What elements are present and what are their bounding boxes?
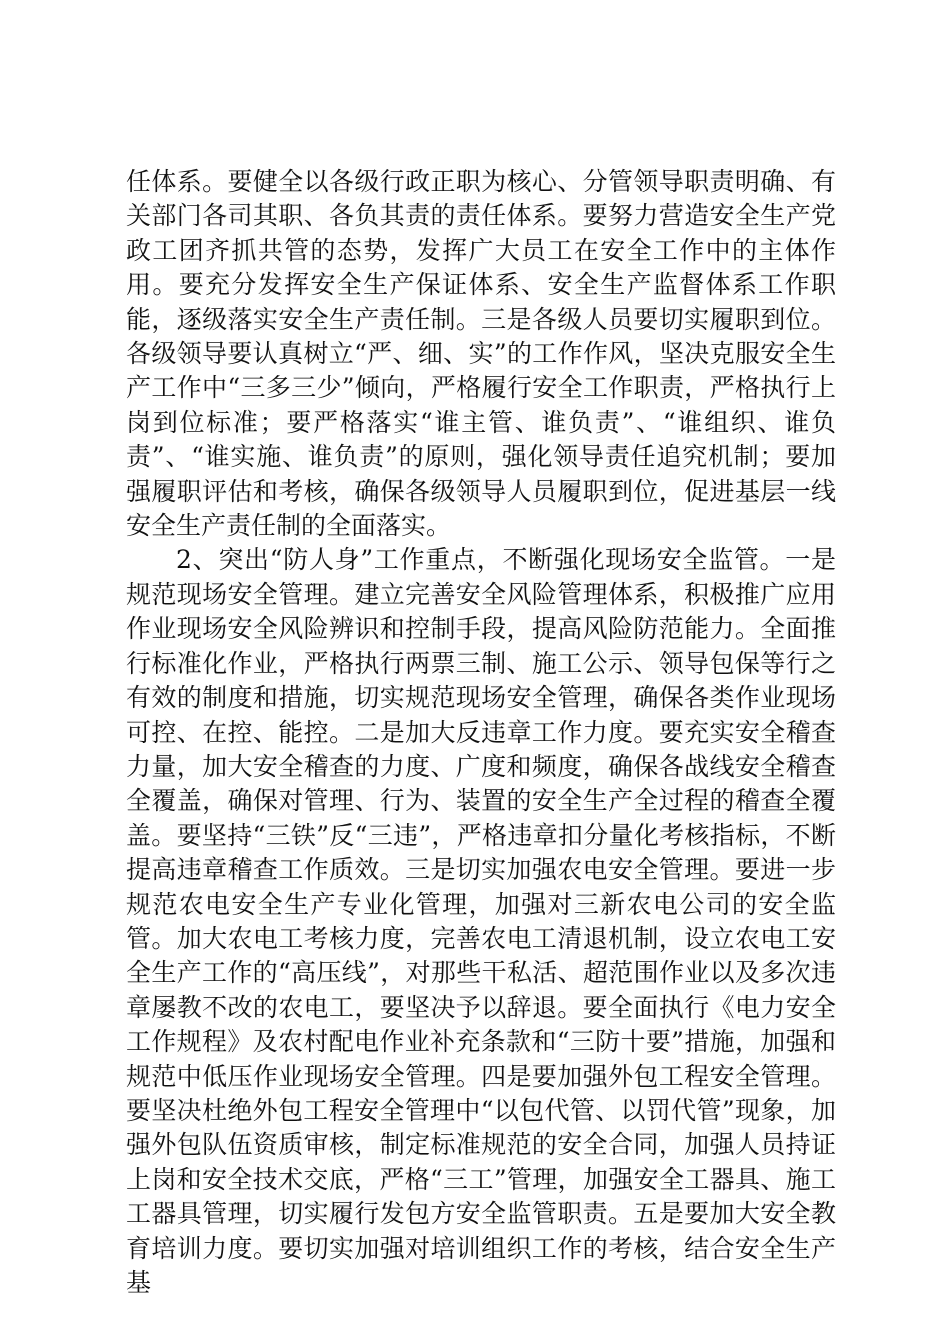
document-body: [126, 165, 836, 1300]
paragraph-section-2: 2、突出“防人身”工作重点，不断强化现场安全监管。一是规范现场安全管理。建立完善安全风险管理体系，积极推广应用作业现场安全风险辨识和控制手段，提高风险防范能力。全面推行标准化作业，严格执行两票三制、施工公示、领导包保等行之有效的制度和措施，切实规范现场安全管理，确保各类作业现场可控、在控、能控。二是加大反违章工作力度。要充实安全稽查力量，加大安全稽查的力度、广度和频度，确保各战线安全稽查全覆盖，确保对管理、行为、装置的安全生产全过程的稽查全覆盖。要坚持“三铁”反“三违”，严格违章扣分量化考核指标，不断提高违章稽查工作质效。三是切实加强农电安全管理。要进一步规范农电安全生产专业化管理，加强对三新农电公司的安全监管。加大农电工考核力度，完善农电工清退机制，设立农电工安全生产工作的“高压线”，对那些干私活、超范围作业以及多次违章屡教不改的农电工，要坚决予以辞退。要全面执行《电力安全工作规程》及农村配电作业补充条款和“三防十要”措施，加强和规范中低压作业现场安全管理。四是要加强外包工程安全管理。要坚决杜绝外包工程安全管理中“以包代管、以罚代管”现象，加强外包队伍资质审核，制定标准规范的安全合同，加强人员持证上岗和安全技术交底，严格“三工”管理，加强安全工器具、施工工器具管理，切实履行发包方安全监管职责。五是要加大安全教育培训力度。要切实加强对培训组织工作的考核，结合安全生产基: [126, 545, 836, 1297]
paragraph-continued: 任体系。要健全以各级行政正职为核心、分管领导职责明确、有关部门各司其职、各负其责的责任体系。要努力营造安全生产党政工团齐抓共管的态势，发挥广大员工在安全工作中的主体作用。要充分发挥安全生产保证体系、安全生产监督体系工作职能，逐级落实安全生产责任制。三是各级人员要切实履职到位。各级领导要认真树立“严、细、实”的工作作风，坚决克服安全生产工作中“三多三少”倾向，严格履行安全工作职责，严格执行上岗到位标准；要严格落实“谁主管、谁负责”、“谁组织、谁负责”、“谁实施、谁负责”的原则，强化领导责任追究机制；要加强履职评估和考核，确保各级领导人员履职到位，促进基层一线安全生产责任制的全面落实。: [126, 167, 836, 541]
